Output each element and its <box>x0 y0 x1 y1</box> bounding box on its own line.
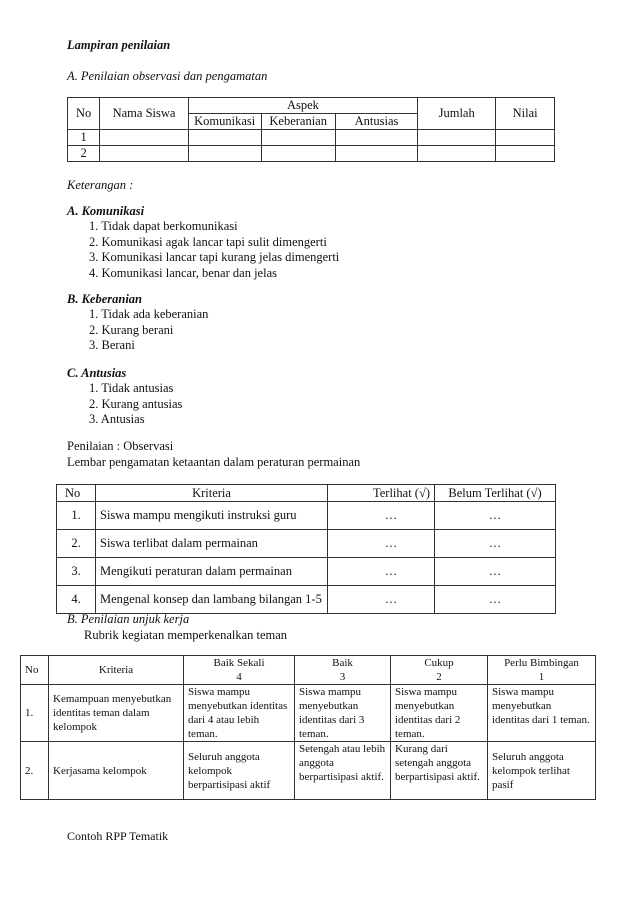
penilaian-label: Penilaian : Observasi <box>67 439 174 453</box>
group-c-label: C. Antusias <box>67 366 127 380</box>
rubrik-label: Rubrik kegiatan memperkenalkan teman <box>84 628 288 642</box>
list-item: 2. Komunikasi agak lancar tapi sulit dimengerti <box>89 234 327 249</box>
keterangan-label: Keterangan : <box>67 178 134 192</box>
header-terlihat: Terlihat (√) <box>328 485 435 502</box>
table-row: 2. Kerjasama kelompok Seluruh anggota kelompok berpartisipasi aktif Setengah atau lebih anggota berpartisipasi aktif. Kurang dari setengah anggota berpartisipasi aktif. Seluruh anggota kelompok terlihat pasif <box>21 742 596 800</box>
table-row: 1. Kemampuan menyebutkan identitas teman dalam kelompok Siswa mampu menyebutkan identitas dari 4 atau lebih teman. Siswa mampu menyebutkan identitas dari 3 teman. Siswa mampu menyebutkan identitas dari 2 teman. Siswa mampu menyebutkan identitas dari 1 teman. <box>21 685 596 742</box>
header-perlu-bimbingan: Perlu Bimbingan 1 <box>488 656 596 685</box>
table-row-no: 2 <box>68 146 100 162</box>
list-item: 1. Tidak antusias <box>89 381 174 395</box>
group-c-list <box>89 381 182 428</box>
header-nama-siswa: Nama Siswa <box>100 98 189 130</box>
list-item: 4. Komunikasi lancar, benar dan jelas <box>89 265 277 280</box>
header-cukup: Cukup 2 <box>391 656 488 685</box>
header-aspek: Aspek <box>188 98 417 114</box>
section-b-heading: B. Penilaian unjuk kerja <box>67 612 190 626</box>
rule-table <box>56 484 556 614</box>
list-item: 3. Berani <box>89 338 135 352</box>
list-item: 1. Tidak ada keberanian <box>89 307 209 321</box>
group-a-list <box>89 219 339 281</box>
header-kriteria: Kriteria <box>96 485 328 502</box>
list-item: 2. Kurang berani <box>89 322 174 337</box>
lembar-label: Lembar pengamatan ketaantan dalam peraturan permainan <box>67 455 361 469</box>
table-row: 2. Siswa terlibat dalam permainan … … <box>57 530 556 558</box>
header-kriteria: Kriteria <box>49 656 184 685</box>
header-belum-terlihat: Belum Terlihat (√) <box>435 485 556 502</box>
header-baik: Baik 3 <box>295 656 391 685</box>
header-antusias: Antusias <box>335 114 417 130</box>
group-b-list <box>89 307 208 354</box>
header-baik-sekali: Baik Sekali 4 <box>184 656 295 685</box>
header-no: No <box>57 485 96 502</box>
group-a-label: A. Komunikasi <box>67 204 145 218</box>
list-item: 3. Antusias <box>89 412 145 426</box>
header-keberanian: Keberanian <box>261 114 335 130</box>
rubric-table <box>20 655 596 800</box>
header-no: No <box>21 656 49 685</box>
table-row: 3. Mengikuti peraturan dalam permainan … … <box>57 558 556 586</box>
table-row: 1. Siswa mampu mengikuti instruksi guru … … <box>57 502 556 530</box>
table-row: 4. Mengenal konsep dan lambang bilangan 1-5 … … <box>57 586 556 614</box>
page-title: Lampiran penilaian <box>67 38 171 52</box>
header-nilai: Nilai <box>496 98 555 130</box>
header-no: No <box>68 98 100 130</box>
group-b-label: B. Keberanian <box>67 292 143 306</box>
list-item: 1. Tidak dapat berkomunikasi <box>89 219 238 233</box>
header-komunikasi: Komunikasi <box>188 114 261 130</box>
section-a-heading: A. Penilaian observasi dan pengamatan <box>67 69 268 83</box>
footer-text: Contoh RPP Tematik <box>67 829 169 843</box>
header-jumlah: Jumlah <box>418 98 496 130</box>
table-row-no: 1 <box>68 130 100 146</box>
observation-table <box>67 97 555 162</box>
list-item: 2. Kurang antusias <box>89 396 183 411</box>
list-item: 3. Komunikasi lancar tapi kurang jelas dimengerti <box>89 250 340 264</box>
